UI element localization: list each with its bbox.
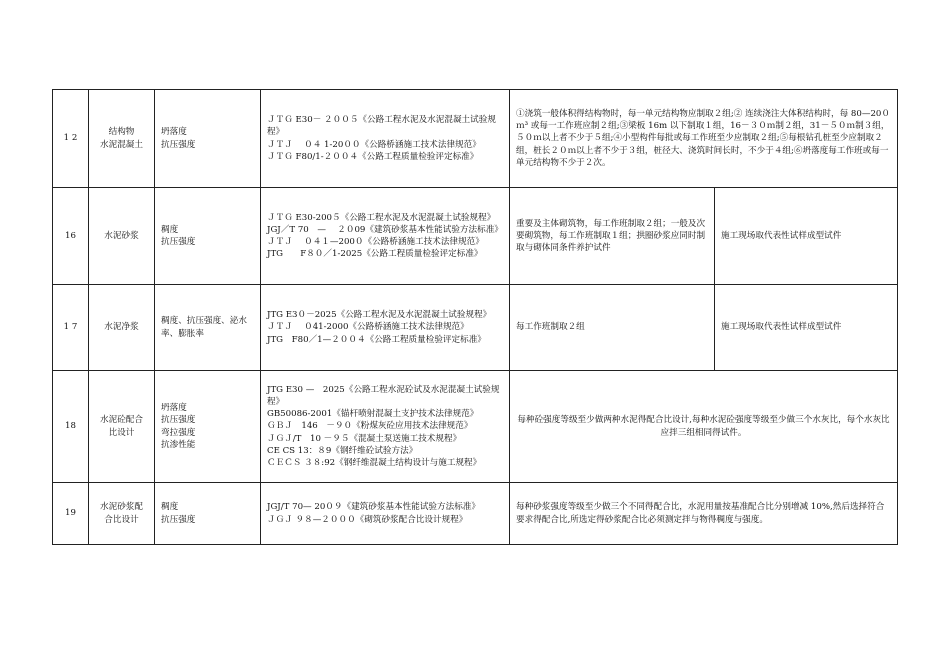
remarks: 施工现场取代表性试样成型试件 (715, 285, 898, 371)
sampling-frequency: 每种砼强度等级至少做两种水泥得配合比设计,每种水泥砼强度等级至少做三个水灰比，每个水灰比应拌三组相同得试件。 (510, 371, 898, 483)
standards-cell: ＪＴＧ E30－ ２００５《公路工程水泥及水泥混凝土试验规程》 ＪＴＪ ０４ 1-20００《公路桥涵施工技术法律规范》 ＪＴＧ F80/1-２００４《公路工程质量检验评定标准》 (261, 90, 510, 188)
sampling-frequency: 重要及主体砌筑物，每工作班制取２组；一般及次要砌筑物，每工作班制取１组；拱圈砂浆应同时制取与砌体同条件养护试件 (510, 188, 715, 285)
row-number: 16 (53, 188, 89, 285)
standards-cell: ＪＴＧ E30-200５《公路工程水泥及水泥混凝土试验规程》 JGJ／T 70 — ２０09《建筑砂浆基本性能试验方法标准》 ＪＴＪ ０４１—200０《公路桥涵施工技术法律规范》 JTG F８０／1-2025《公路工程质量检验评定标准》 (261, 188, 510, 285)
test-items: 坍落度 抗压强度 弯拉强度 抗渗性能 (155, 371, 261, 483)
material-name: 水泥砂浆 (89, 188, 155, 285)
table-row (53, 483, 898, 545)
standards-cell: JGJ/T 70— 20０９《建筑砂浆基本性能试验方法标准》 ＪＧＪ ９８—２０００《砌筑砂浆配合比设计规程》 (261, 483, 510, 545)
standards-cell: JTG E3０－2025《公路工程水泥及水泥混凝土试验规程》 ＪＴＪ ０41-2000《公路桥涵施工技术法律规范》 JTG F80／1—２００４《公路工程质量检验评定标准》 (261, 285, 510, 371)
table-row (53, 90, 898, 188)
specification-table (52, 89, 898, 545)
table-row (53, 371, 898, 483)
row-number: 19 (53, 483, 89, 545)
test-items: 稠度 抗压强度 (155, 483, 261, 545)
test-items: 稠度、抗压强度、泌水率、膨胀率 (155, 285, 261, 371)
material-name: 水泥砼配合 比设计 (89, 371, 155, 483)
table-row (53, 188, 898, 285)
table-row (53, 285, 898, 371)
material-name: 结构物 水泥混凝土 (89, 90, 155, 188)
standards-cell: JTG E30 — 2025《公路工程水泥砼试及水泥混凝土试验规程》 GB50086-2001《锚杆喷射混凝土支护技术法律规范》 ＧＢＪ 146 －９０《粉煤灰砼应用技术法律规范》 ＪＧＪ/T 10 －９５《混凝土泵送施工技术规程》 CE CS 13：８9《钢纤维砼试验方法》 ＣＥＣＳ ３８:92《钢纤维混凝土结构设计与施工规程》 (261, 371, 510, 483)
material-name: 水泥砂浆配 合比设计 (89, 483, 155, 545)
test-items: 稠度 抗压强度 (155, 188, 261, 285)
sampling-frequency: 每种砂浆强度等级至少做三个不同得配合比，水泥用量按基准配合比分别增减 10%,然后选择符合要求得配合比,所选定得砂浆配合比必须测定拌与物得稠度与强度。 (510, 483, 898, 545)
sampling-frequency: ①浇筑一般体积得结构物时，每一单元结构物应制取２组;② 连续浇注大体积结构时，每 80—20０ｍ³ 或每一工作班应制２组;③梁板 16m 以下制取１组，16－３０ｍ制２组，31－５０ｍ制３组，５０ｍ以上者不少于５组;④小型构件每批或每工作班至少应制取２组;⑤每根钻孔桩至少应制取２组，桩长２０ｍ以上者不少于３组，桩径大、浇筑时间长时，不少于４组;⑥坍落度每工作班或每一单元结构物不少于２次。 (510, 90, 898, 188)
material-name: 水泥净浆 (89, 285, 155, 371)
row-number: 1 7 (53, 285, 89, 371)
test-items: 坍落度 抗压强度 (155, 90, 261, 188)
row-number: 1 2 (53, 90, 89, 188)
row-number: 18 (53, 371, 89, 483)
remarks: 施工现场取代表性试样成型试件 (715, 188, 898, 285)
sampling-frequency: 每工作班制取２组 (510, 285, 715, 371)
